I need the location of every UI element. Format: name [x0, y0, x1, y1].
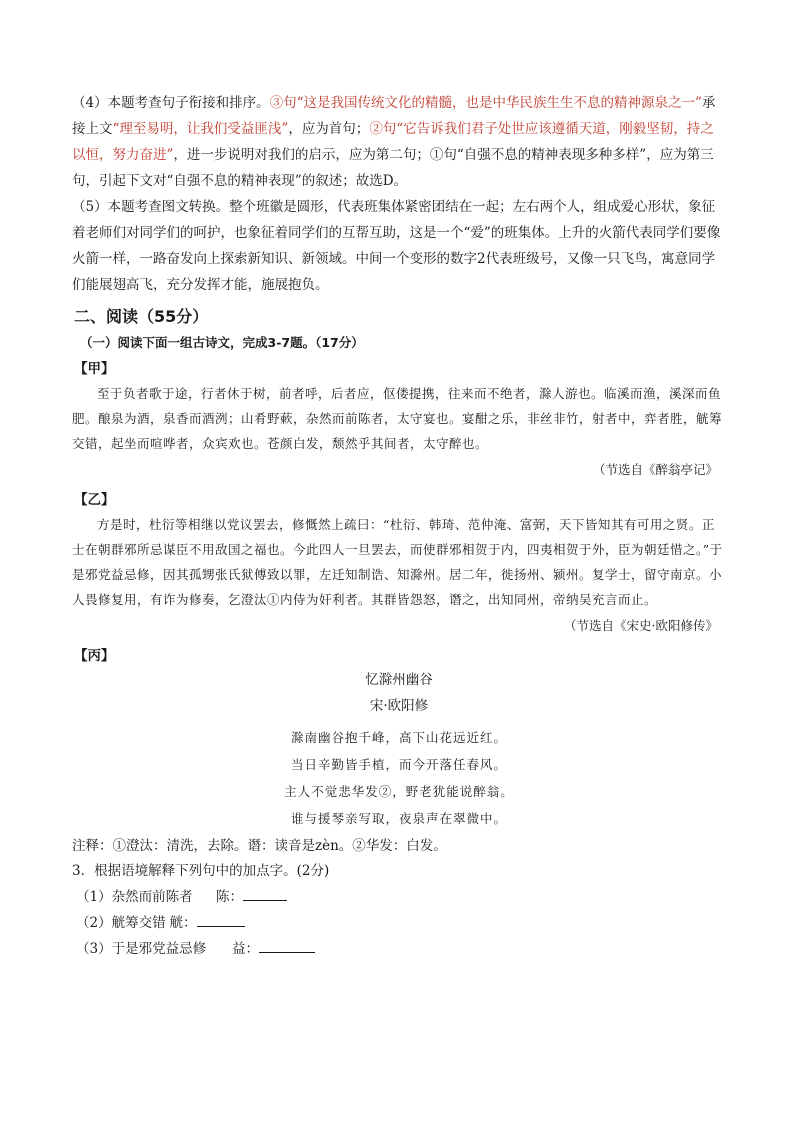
poem-line: 滁南幽谷抱千峰，高下山花远近红。	[290, 730, 507, 745]
question-3-item-3	[76, 936, 726, 962]
annotation-note: 注释：①澄汰：清洗，去除。谮：读音是zèn。②华发：白发。	[72, 838, 447, 854]
answer-4-highlight-1: ③句“这是我国传统文化的精髓，也是中华民族生生不息的精神源泉之一”	[269, 95, 702, 111]
passage-yi-label: 【乙】	[74, 492, 115, 508]
poem-author: 宋·欧阳修	[369, 698, 429, 714]
question-item-text: （1）杂然而前陈者	[76, 889, 193, 905]
poem-title: 忆滁州幽谷	[365, 672, 433, 688]
page-content	[72, 90, 726, 962]
question-item-label: 觥：	[169, 915, 197, 931]
section-subtitle: （一）阅读下面一组古诗文，完成3-7题。（17分）	[80, 335, 364, 350]
poem-line: 主人不觉悲华发②，野老犹能说醉翁。	[284, 784, 514, 799]
poem-line: 当日辛勤皆手植，而今开落任春风。	[290, 757, 507, 772]
answer-blank[interactable]	[243, 886, 287, 901]
passage-jia-source: （节选自《醉翁亭记》	[592, 462, 718, 477]
poem-line: 谁与援琴亲写取，夜泉声在翠微中。	[290, 811, 507, 826]
question-item-label: 陈：	[216, 889, 243, 905]
question-item-label: 益：	[232, 941, 259, 957]
question-3-item-2	[76, 910, 726, 936]
answer-4-highlight-3: ②句“它告诉我们君子处世应该遵循天道，刚毅坚韧，持之以恒，努力奋进”	[72, 121, 714, 163]
question-3-item-1	[76, 884, 726, 910]
passage-yi-source: （节选自《宋史·欧阳修传》	[564, 618, 718, 633]
answer-4-highlight-2: “理至易明，让我们受益匪浅”	[112, 121, 289, 137]
answer-paragraph-5: （5）本题考查图文转换。整个班徽是圆形，代表班集体紧密团结在一起；左右两个人，组成爱心形状，象征着老师们对同学们的呵护，也象征着同学们的互帮互助，这是一个“爱”的班集体。上升的火箭代表同学们要像火箭一样，一路奋发向上探索新知识、新领域。中间一个变形的数字2代表班级号，又像一只飞鸟，寓意同学们能展翅高飞，充分发挥才能，施展抱负。	[72, 199, 721, 293]
section-title: 二、阅读（55分）	[74, 307, 209, 326]
answer-4-connector: 承接上文	[72, 95, 716, 137]
question-item-text: （2）觥筹交错	[76, 915, 166, 931]
answer-4-lead: （4）本题考查句子衔接和排序。	[72, 95, 270, 111]
answer-4-mid: ，应为首句；	[288, 121, 370, 137]
answer-paragraph-4	[72, 90, 726, 194]
question-3-stem: 3．根据语境解释下列句中的加点字。(2分)	[72, 863, 330, 879]
question-item-text: （3）于是邪党益忌修	[76, 941, 207, 957]
passage-jia-label: 【甲】	[74, 361, 115, 377]
passage-bing-label: 【丙】	[74, 648, 115, 664]
answer-4-tail: ，进一步说明对我们的启示，应为第二句；①句“自强不息的精神表现多种多样”，应为第三句，引起下文对“自强不息的精神表现”的叙述；故选D。	[72, 147, 714, 189]
answer-blank[interactable]	[197, 912, 245, 927]
passage-yi-text: 方是时，杜衍等相继以党议罢去，修慨然上疏曰：“杜衍、韩琦、范仲淹、富弼，天下皆知其有可用之贤。正士在朝群邪所忌谋臣不用敌国之福也。今此四人一旦罢去，而使群邪相贺于内，四夷相贺于外，臣为朝廷惜之。”于是邪党益忌修，因其孤甥张氏狱傅致以罪，左迁知制诰、知滁州。居二年，徙扬州、颍州。复学士，留守南京。小人畏修复用，有诈为修奏，乞澄汰①内侍为奸利者。其群皆怨怒，谮之，出知同州，帝纳吴充言而止。	[72, 517, 723, 607]
passage-jia-text: 至于负者歌于途，行者休于树，前者呼，后者应，伛偻提携，往来而不绝者，滁人游也。临溪而渔，溪深而鱼肥。酿泉为酒，泉香而酒洌；山肴野蔌，杂然而前陈者，太守宴也。宴酣之乐，非丝非竹，射者中，弈者胜，觥筹交错，起坐而喧哗者，众宾欢也。苍颜白发，颓然乎其间者，太守醉也。	[72, 386, 723, 451]
answer-blank[interactable]	[259, 938, 315, 953]
